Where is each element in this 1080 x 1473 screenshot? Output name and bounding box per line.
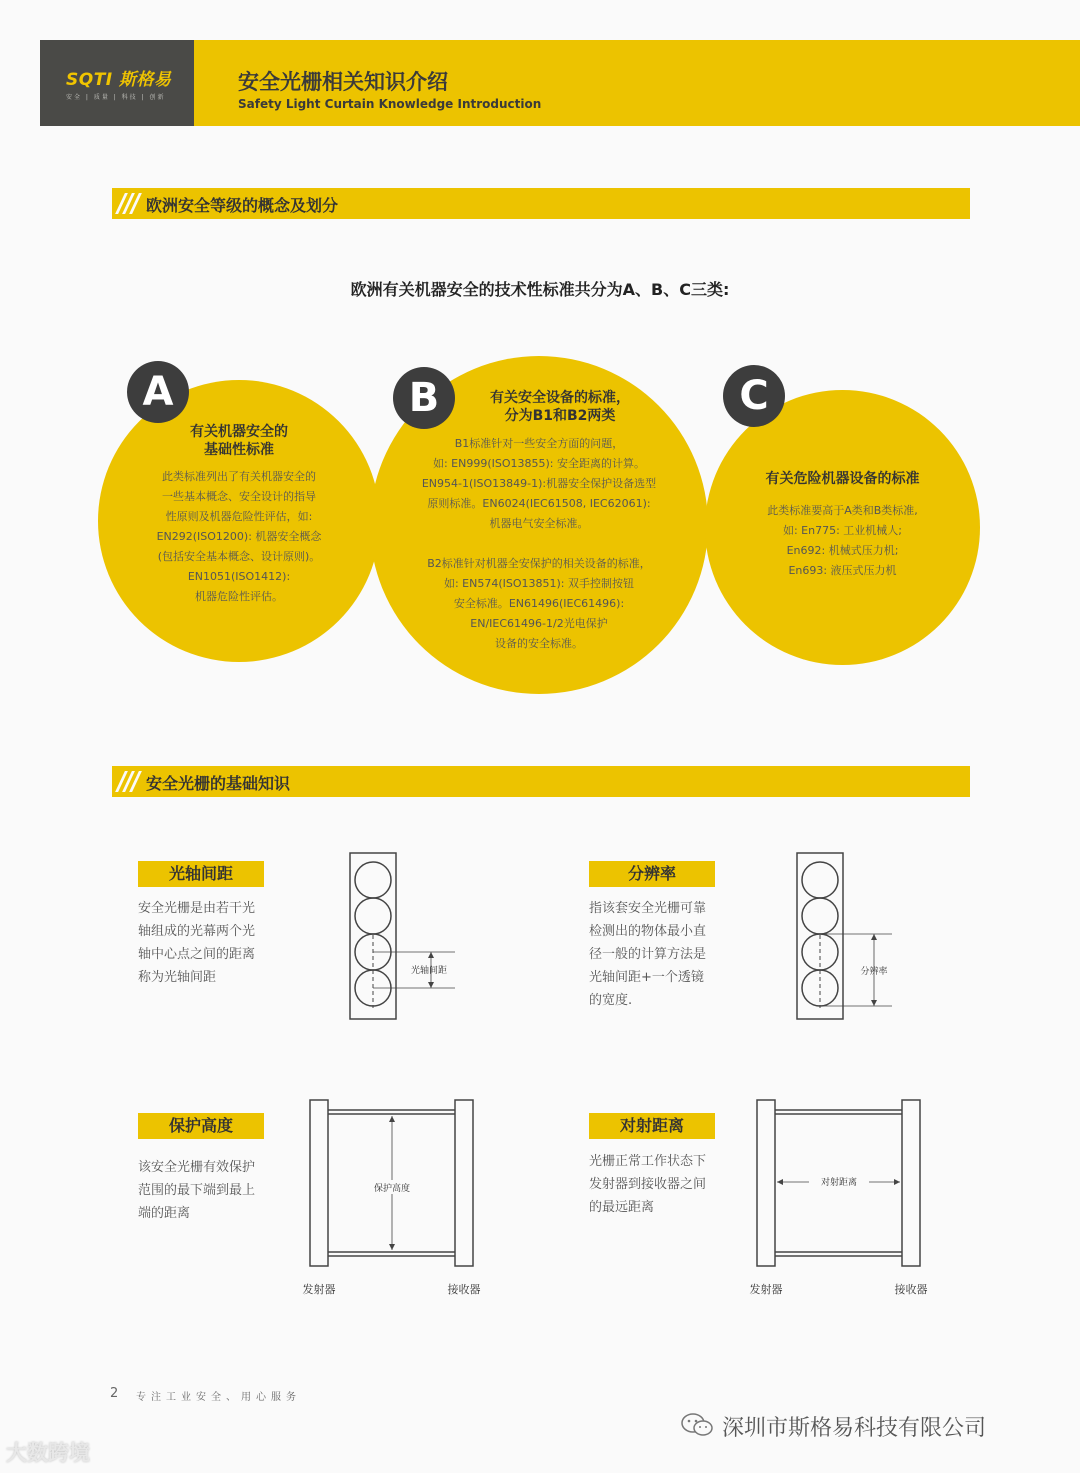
svg-text:对射距离: 对射距离 (820, 1178, 858, 1188)
protection-height-diagram (292, 1096, 492, 1301)
label-sensing-distance: 对射距离 (589, 1113, 715, 1139)
label-beam-spacing: 光轴间距 (138, 861, 264, 887)
header-band (194, 40, 1080, 126)
company-logo: SQTI 斯格易 (66, 70, 172, 90)
section-title: 安全光栅的基础知识 (146, 774, 291, 793)
badge-c: C (723, 365, 785, 427)
section-header-basics (112, 766, 970, 797)
svg-text:分辨率: 分辨率 (860, 967, 888, 977)
section-header-eu-safety (112, 188, 970, 219)
sensing-distance-diagram (739, 1096, 939, 1301)
emitter-label: 发射器 (302, 1283, 336, 1296)
logo-tagline: 安全 | 质量 | 科技 | 创新 (66, 94, 166, 101)
svg-text:光轴间距: 光轴间距 (410, 966, 448, 976)
badge-a: A (127, 361, 189, 423)
category-c-title: 有关危险机器设备的标准 (765, 471, 920, 487)
desc-resolution: 指该套安全光栅可靠 检测出的物体最小直 径一般的计算方法是 光轴间距+一个透镜 的宽度. (589, 901, 707, 1008)
company-name: 深圳市斯格易科技有限公司 (722, 1416, 987, 1441)
receiver-label: 接收器 (447, 1283, 481, 1296)
category-c-body: 此类标准要高于A类和B类标准, 如: En775: 工业机械人; En692: 机械式压力机; En693: 液压式压力机 (767, 504, 918, 577)
section-stripes-icon (116, 771, 140, 792)
footer-slogan: 专注工业安全、用心服务 (136, 1392, 301, 1403)
category-b-body: B1标准针对一些安全方面的问题， 如: EN999(ISO13855): 安全距离的计算。 EN954-1(ISO13849-1):机器安全保护设备选型 原则标准。EN6024(IEC61508, IEC62061): 机器电气安全标准。 B2标准针对机器全安保护的相关设备的标准， 如: EN574(ISO13851): 双手控制按钮 安全标准。EN61496(IEC61496): EN/IEC61496-1/2光电保护 设备的安全标准。 (421, 437, 657, 650)
page-subtitle: Safety Light Curtain Knowledge Introduction (238, 97, 542, 111)
logo-block (40, 40, 194, 126)
emitter-label: 发射器 (749, 1283, 783, 1296)
svg-text:保护高度: 保护高度 (373, 1184, 411, 1194)
badge-b: B (393, 367, 455, 429)
section-stripes-icon (116, 193, 140, 214)
label-resolution: 分辨率 (589, 861, 715, 887)
resolution-diagram (792, 850, 912, 1022)
desc-protection-height: 该安全光栅有效保护 范围的最下端到最上 端的距离 (138, 1160, 256, 1221)
category-b-title: 有关安全设备的标准， 分为B1和B2两类 (490, 390, 630, 424)
receiver-label: 接收器 (894, 1283, 928, 1296)
page-number: 2 (110, 1386, 119, 1401)
category-a-body: 此类标准列出了有关机器安全的 一些基本概念、安全设计的指导 性原则及机器危险性评估，如: EN292(ISO1200): 机器安全概念 (包括安全基本概念、设计原则)。 EN1051(ISO1412): 机器危险性评估。 (156, 470, 322, 603)
beam-spacing-diagram (345, 850, 465, 1022)
label-protection-height: 保护高度 (138, 1113, 264, 1139)
page-title: 安全光栅相关知识介绍 (238, 70, 448, 94)
desc-sensing-distance: 光栅正常工作状态下 发射器到接收器之间 的最远距离 (589, 1154, 707, 1215)
section-title: 欧洲安全等级的概念及划分 (146, 196, 339, 215)
intro-heading: 欧洲有关机器安全的技术性标准共分为A、B、C三类: (350, 280, 730, 299)
watermark: 大数跨境 (6, 1441, 90, 1465)
desc-beam-spacing: 安全光栅是由若干光 轴组成的光幕两个光 轴中心点之间的距离 称为光轴间距 (138, 901, 256, 985)
wechat-icon (680, 1412, 714, 1438)
category-a-title: 有关机器安全的 基础性标准 (190, 424, 288, 458)
